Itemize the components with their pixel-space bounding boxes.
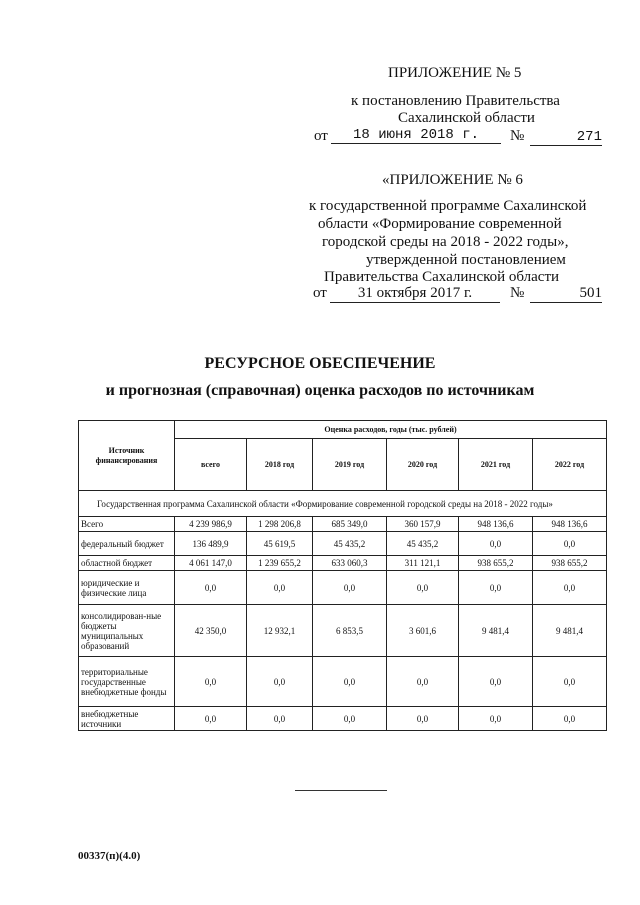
column-header: 2020 год (387, 439, 459, 491)
cell: 42 350,0 (175, 605, 247, 657)
cell: 9 481,4 (533, 605, 607, 657)
row-label: федеральный бюджет (79, 532, 175, 556)
appendix5-from-label: от (314, 128, 328, 144)
row-label: областной бюджет (79, 556, 175, 571)
cell: 0,0 (459, 571, 533, 605)
cell: 136 489,9 (175, 532, 247, 556)
cell: 0,0 (533, 657, 607, 707)
column-header: 2021 год (459, 439, 533, 491)
cell: 1 298 206,8 (247, 517, 313, 532)
appendix5-number: 271 (530, 129, 602, 146)
cell: 0,0 (387, 657, 459, 707)
appendix6-line1: к государственной программе Сахалинской (309, 198, 587, 214)
cell: 0,0 (533, 571, 607, 605)
cell: 948 136,6 (459, 517, 533, 532)
page-title: РЕСУРСНОЕ ОБЕСПЕЧЕНИЕ (204, 355, 436, 372)
cell: 633 060,3 (313, 556, 387, 571)
appendix5-line2: Сахалинской области (398, 110, 535, 126)
document-code: 00337(п)(4.0) (78, 850, 141, 862)
cell: 4 061 147,0 (175, 556, 247, 571)
row-label: внебюджетные источники (79, 707, 175, 731)
cell: 0,0 (459, 707, 533, 731)
cell: 0,0 (459, 657, 533, 707)
cell: 0,0 (533, 532, 607, 556)
table-row (79, 605, 607, 657)
cell: 685 349,0 (313, 517, 387, 532)
row-label: юридические и физические лица (79, 571, 175, 605)
cell: 0,0 (313, 571, 387, 605)
source-header: Источник финансирования (79, 421, 175, 491)
appendix6-line3: городской среды на 2018 - 2022 годы», (322, 234, 569, 250)
cell: 9 481,4 (459, 605, 533, 657)
cell: 4 239 986,9 (175, 517, 247, 532)
cell: 3 601,6 (387, 605, 459, 657)
cell: 0,0 (175, 657, 247, 707)
cell: 311 121,1 (387, 556, 459, 571)
table-row (79, 517, 607, 532)
program-row: Государственная программа Сахалинской области «Формирование современной городской среды на 2018 - 2022 годы» (79, 491, 607, 517)
cell: 0,0 (533, 707, 607, 731)
appendix6-number: 501 (530, 284, 602, 303)
column-header: 2018 год (247, 439, 313, 491)
appendix6-from-label: от (313, 285, 327, 301)
appendix6-line4: утвержденной постановлением (366, 252, 566, 268)
row-label: консолидирован-ные бюджеты муниципальных образований (79, 605, 175, 657)
table-row (79, 707, 607, 731)
row-label: Всего (79, 517, 175, 532)
table-row (79, 657, 607, 707)
cell: 45 435,2 (313, 532, 387, 556)
table-row (79, 571, 607, 605)
appendix5-title: ПРИЛОЖЕНИЕ № 5 (388, 65, 522, 81)
appendix5-date: 18 июня 2018 г. (331, 127, 501, 144)
cell: 6 853,5 (313, 605, 387, 657)
cell: 0,0 (247, 657, 313, 707)
cell: 360 157,9 (387, 517, 459, 532)
page-subtitle: и прогнозная (справочная) оценка расходов по источникам (105, 382, 535, 399)
table-row (79, 532, 607, 556)
appendix5-num-label: № (510, 128, 525, 144)
appendix6-num-label: № (510, 285, 525, 301)
column-header: 2019 год (313, 439, 387, 491)
resource-table (78, 420, 607, 731)
cell: 0,0 (175, 571, 247, 605)
appendix6-date: 31 октября 2017 г. (330, 284, 500, 303)
appendix5-line1: к постановлению Правительства (351, 93, 560, 109)
row-label: территориальные государственные внебюджетные фонды (79, 657, 175, 707)
cell: 948 136,6 (533, 517, 607, 532)
cell: 12 932,1 (247, 605, 313, 657)
cell: 45 435,2 (387, 532, 459, 556)
column-header: всего (175, 439, 247, 491)
cell: 938 655,2 (533, 556, 607, 571)
cell: 0,0 (247, 707, 313, 731)
appendix6-title: «ПРИЛОЖЕНИЕ № 6 (382, 172, 523, 188)
appendix6-line2: области «Формирование современной (318, 216, 562, 232)
cell: 0,0 (387, 571, 459, 605)
column-header: 2022 год (533, 439, 607, 491)
cell: 0,0 (459, 532, 533, 556)
cell: 0,0 (387, 707, 459, 731)
cell: 1 239 655,2 (247, 556, 313, 571)
group-header: Оценка расходов, годы (тыс. рублей) (175, 421, 607, 439)
appendix6-line5: Правительства Сахалинской области (324, 269, 560, 285)
cell: 0,0 (313, 657, 387, 707)
cell: 45 619,5 (247, 532, 313, 556)
cell: 0,0 (175, 707, 247, 731)
cell: 0,0 (313, 707, 387, 731)
table-row (79, 556, 607, 571)
closing-divider (295, 790, 387, 791)
cell: 938 655,2 (459, 556, 533, 571)
cell: 0,0 (247, 571, 313, 605)
